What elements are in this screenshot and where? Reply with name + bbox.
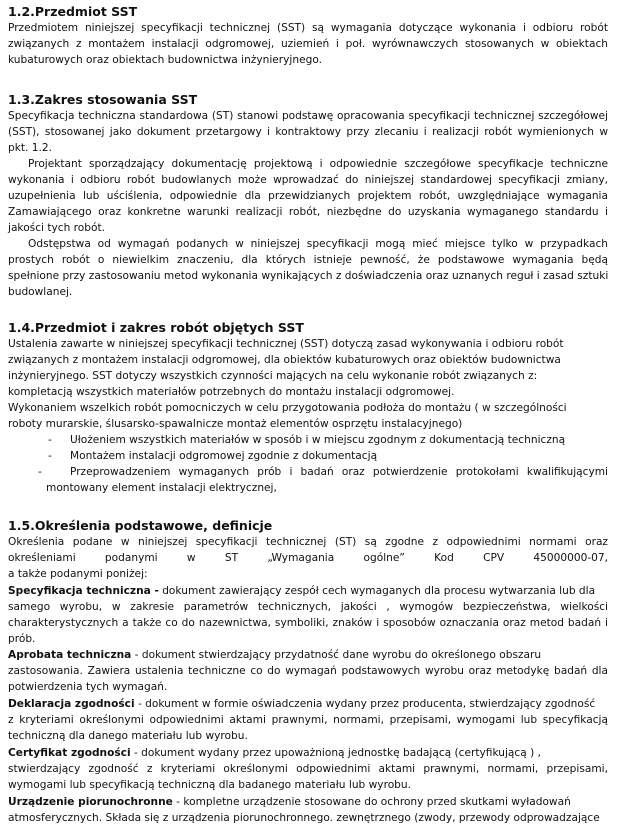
bullet-item: Ułożeniem wszystkich materiałów w sposób i w miejscu zgodnym z dokumentacją techniczną xyxy=(70,434,566,446)
bullet-item: Przeprowadzeniem wymaganych prób i badań oraz potwierdzenie protokołami kwalifikującymi xyxy=(70,466,608,478)
text-line: (SST), stosowanej jako dokument przetargowy i kontraktowy przy zlecaniu i realizacji robót wymienionych w xyxy=(8,126,608,138)
text-line: Zamawiającego oraz konkretne warunki realizacji robót, niezbędne do uzyskania wymaganego standardu i xyxy=(8,206,608,218)
text-line: charakterystycznych a także co do nazewnictwa, symboliki, znaków i sposobów oznaczania oraz metod badań i xyxy=(8,617,608,629)
text-line: prostych robót o niewielkim znaczeniu, dla których istnieje pewność, że podstawowe wymagania będą xyxy=(8,254,608,266)
definition-text: - kompletne urządzenie stosowane do ochrony przed skutkami wyładowań xyxy=(172,796,571,808)
definition-text: dokument zawierający zespół cech wymaganych dla procesu wytwarzania lub dla xyxy=(158,585,596,597)
definition-text: - dokument w formie oświadczenia wydany przez producenta, stwierdzający zgodność xyxy=(134,698,596,710)
section-heading-1-4: 1.4.Przedmiot i zakres robót objętych SST xyxy=(8,320,304,335)
text-line: uzupełnienia lub uściślenia, odpowiednie dla przewidzianych projektem robót, uwzględniające wymagania xyxy=(8,190,608,202)
text-line: potwierdzenia tych wymagań. xyxy=(8,681,168,693)
definition-aprobata xyxy=(8,648,608,662)
definition-term: Certyfikat zgodności xyxy=(8,747,131,759)
text-line: kubaturowych oraz obiektach budownictwa inżynieryjnego. xyxy=(8,54,322,66)
definition-text: - dokument stwierdzający przydatność dane wyrobu do określonego obszaru xyxy=(131,649,542,661)
definition-urzadzenie xyxy=(8,795,608,809)
text-line: a także podanymi poniżej: xyxy=(8,568,148,580)
text-line: Określenia podane w niniejszej specyfikacji technicznej (ST) są zgodne z odpowiednimi normami oraz xyxy=(8,536,608,548)
text-line: związanych z montażem instalacji odgromowej, dla obiektów kubaturowych oraz obiektów budownictwa xyxy=(8,354,561,366)
section-heading-1-2: 1.2.Przedmiot SST xyxy=(8,4,138,19)
text-line: Projektant sporządzający dokumentację projektową i odpowiednie szczegółowe specyfikacje techniczne xyxy=(28,158,608,170)
bullet-item: Montażem instalacji odgromowej zgodnie z dokumentacją xyxy=(70,450,378,462)
bullet-dash: - xyxy=(48,434,52,446)
text-line: prób. xyxy=(8,633,36,645)
text-line: Ustalenia zawarte w niniejszej specyfikacji technicznej (SST) dotyczą zasad wykonywania i odbioru robót xyxy=(8,338,564,350)
text-line: Wykonaniem wszelkich robót pomocniczych w celu przygotowania podłoża do montażu ( w szczególności xyxy=(8,402,567,414)
definition-deklaracja xyxy=(8,697,608,711)
text-line: kompletacją wszystkich materiałów potrzebnych do montażu instalacji odgromowej. xyxy=(8,386,455,398)
text-line: z kryteriami określonymi odpowiednimi aktami prawnymi, normami, przepisami, wymogami lub specyfikacją xyxy=(8,714,608,726)
text-line: związanych z montażem instalacji odgromowej, uziemień i poł. wyrównawczych stosowanych w obiektach xyxy=(8,38,608,50)
section-heading-1-3: 1.3.Zakres stosowania SST xyxy=(8,92,198,107)
text-line: Przedmiotem niniejszej specyfikacji technicznej (SST) są wymagania dotyczące wykonania i odbioru robót xyxy=(8,22,608,34)
text-line: atmosferycznych. Składa się z urządzenia piorunochronnego. zewnętrznego (zwody, przewody odprowadzające xyxy=(8,812,600,824)
text-line: Specyfikacja techniczna standardowa (ST) stanowi podstawę opracowania specyfikacji technicznej szczegółowej xyxy=(8,110,608,122)
text-line: wykonania i odbioru robót budowlanych może wprowadzać do niniejszej standardowej specyfikacji zmiany, xyxy=(8,174,608,186)
text-line: jakości tych robót. xyxy=(8,222,105,234)
text-line: budowlanej. xyxy=(8,286,73,298)
definition-certyfikat xyxy=(8,746,608,760)
text-line: inżynieryjnego. SST dotyczy wszystkich czynności mających na celu wykonanie robót związanych z: xyxy=(8,370,538,382)
definition-specyfikacja xyxy=(8,584,608,598)
text-line: zastosowania. Zawiera ustalenia techniczne co do wymagań podstawowych wyrobu oraz metodykę badań dla xyxy=(8,665,608,677)
text-line: pkt. 1.2. xyxy=(8,142,52,154)
definition-term: Specyfikacja techniczna - xyxy=(8,585,159,597)
section-heading-1-5: 1.5.Określenia podstawowe, definicje xyxy=(8,518,273,533)
bullet-dash: - xyxy=(38,466,42,478)
definition-term: Deklaracja zgodności xyxy=(8,698,135,710)
text-line: spełnione przy zastosowaniu metod wykonania wynikających z doświadczenia oraz uznanych reguł i zasad sztuki xyxy=(8,270,609,282)
text-line: samego wyrobu, w zakresie parametrów technicznych, jakości , wymogów bezpieczeństwa, wielkości xyxy=(8,601,608,613)
bullet-dash: - xyxy=(48,450,52,462)
text-line: techniczną dla danego materiału lub wyrobu. xyxy=(8,730,248,742)
text-line: określeniami podanymi w ST „Wymagania ogólne” Kod CPV 45000000-07, xyxy=(8,552,608,564)
bullet-item-continued: montowany element instalacji elektrycznej, xyxy=(46,482,277,494)
text-line: stwierdzający zgodność z kryteriami określonymi odpowiednimi aktami prawnymi, normami, przepisami, xyxy=(8,763,608,775)
text-line: wymogami lub specyfikacją techniczną dla badanego materiału lub wyrobu. xyxy=(8,779,411,791)
definition-text: - dokument wydany przez upoważnioną jednostkę badającą (certyfikującą ) , xyxy=(130,747,541,759)
text-line: Odstępstwa od wymagań podanych w niniejszej specyfikacji mogą mieć miejsce tylko w przypadkach xyxy=(28,238,608,250)
text-line: roboty murarskie, ślusarsko-spawalnicze montaż elementów osprzętu instalacyjnego) xyxy=(8,418,463,430)
definition-term: Urządzenie piorunochronne xyxy=(8,796,173,808)
definition-term: Aprobata techniczna xyxy=(8,649,132,661)
